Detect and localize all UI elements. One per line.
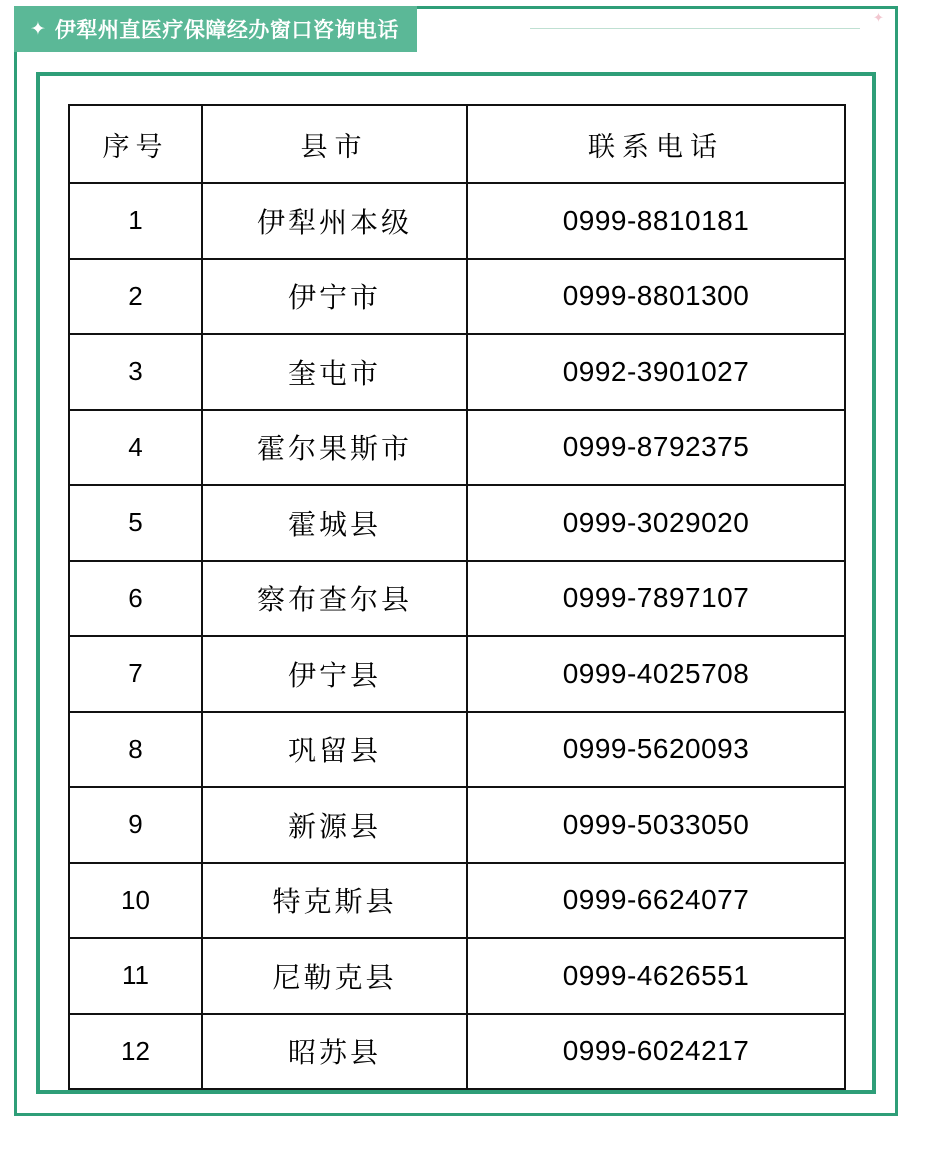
decorative-sparkle-icon: ✦ xyxy=(873,11,884,26)
table-row xyxy=(69,485,845,561)
cell-index: 3 xyxy=(69,334,202,410)
cell-city: 伊宁市 xyxy=(202,259,467,335)
table-row xyxy=(69,636,845,712)
cell-city: 尼勒克县 xyxy=(202,938,467,1014)
table-body xyxy=(69,183,845,1089)
cell-city: 伊宁县 xyxy=(202,636,467,712)
page-title: 伊犁州直医疗保障经办窗口咨询电话 xyxy=(54,18,399,42)
cell-phone: 0999-5620093 xyxy=(467,712,845,788)
cell-phone: 0999-8810181 xyxy=(467,183,845,259)
cell-index: 1 xyxy=(69,183,202,259)
cell-index: 8 xyxy=(69,712,202,788)
table-row xyxy=(69,863,845,939)
cell-phone: 0999-8801300 xyxy=(467,259,845,335)
table-row xyxy=(69,410,845,486)
table-row xyxy=(69,787,845,863)
cell-index: 11 xyxy=(69,938,202,1014)
cell-city: 新源县 xyxy=(202,787,467,863)
cell-phone: 0999-3029020 xyxy=(467,485,845,561)
table-row xyxy=(69,183,845,259)
table-row xyxy=(69,712,845,788)
column-header-index: 序号 xyxy=(69,105,202,183)
cell-phone: 0999-8792375 xyxy=(467,410,845,486)
cell-city: 察布查尔县 xyxy=(202,561,467,637)
cell-phone: 0992-3901027 xyxy=(467,334,845,410)
cell-city: 霍尔果斯市 xyxy=(202,410,467,486)
banner-divider-line xyxy=(530,28,860,29)
cell-index: 6 xyxy=(69,561,202,637)
cell-index: 2 xyxy=(69,259,202,335)
sparkle-icon: ✦ xyxy=(30,17,46,40)
table-header xyxy=(69,105,845,183)
table-row xyxy=(69,259,845,335)
cell-phone: 0999-6624077 xyxy=(467,863,845,939)
table-header-row xyxy=(69,105,845,183)
contact-table-container xyxy=(68,104,844,1070)
cell-phone: 0999-4025708 xyxy=(467,636,845,712)
cell-phone: 0999-4626551 xyxy=(467,938,845,1014)
cell-index: 5 xyxy=(69,485,202,561)
cell-index: 12 xyxy=(69,1014,202,1090)
cell-city: 霍城县 xyxy=(202,485,467,561)
cell-phone: 0999-6024217 xyxy=(467,1014,845,1090)
table-row xyxy=(69,1014,845,1090)
title-banner xyxy=(14,6,417,52)
cell-index: 7 xyxy=(69,636,202,712)
cell-city: 昭苏县 xyxy=(202,1014,467,1090)
cell-index: 9 xyxy=(69,787,202,863)
cell-phone: 0999-7897107 xyxy=(467,561,845,637)
cell-index: 10 xyxy=(69,863,202,939)
table-row xyxy=(69,561,845,637)
cell-city: 奎屯市 xyxy=(202,334,467,410)
cell-phone: 0999-5033050 xyxy=(467,787,845,863)
contact-table xyxy=(68,104,846,1090)
table-row xyxy=(69,938,845,1014)
column-header-phone: 联系电话 xyxy=(467,105,845,183)
table-row xyxy=(69,334,845,410)
column-header-city: 县市 xyxy=(202,105,467,183)
cell-city: 特克斯县 xyxy=(202,863,467,939)
cell-index: 4 xyxy=(69,410,202,486)
cell-city: 巩留县 xyxy=(202,712,467,788)
cell-city: 伊犁州本级 xyxy=(202,183,467,259)
